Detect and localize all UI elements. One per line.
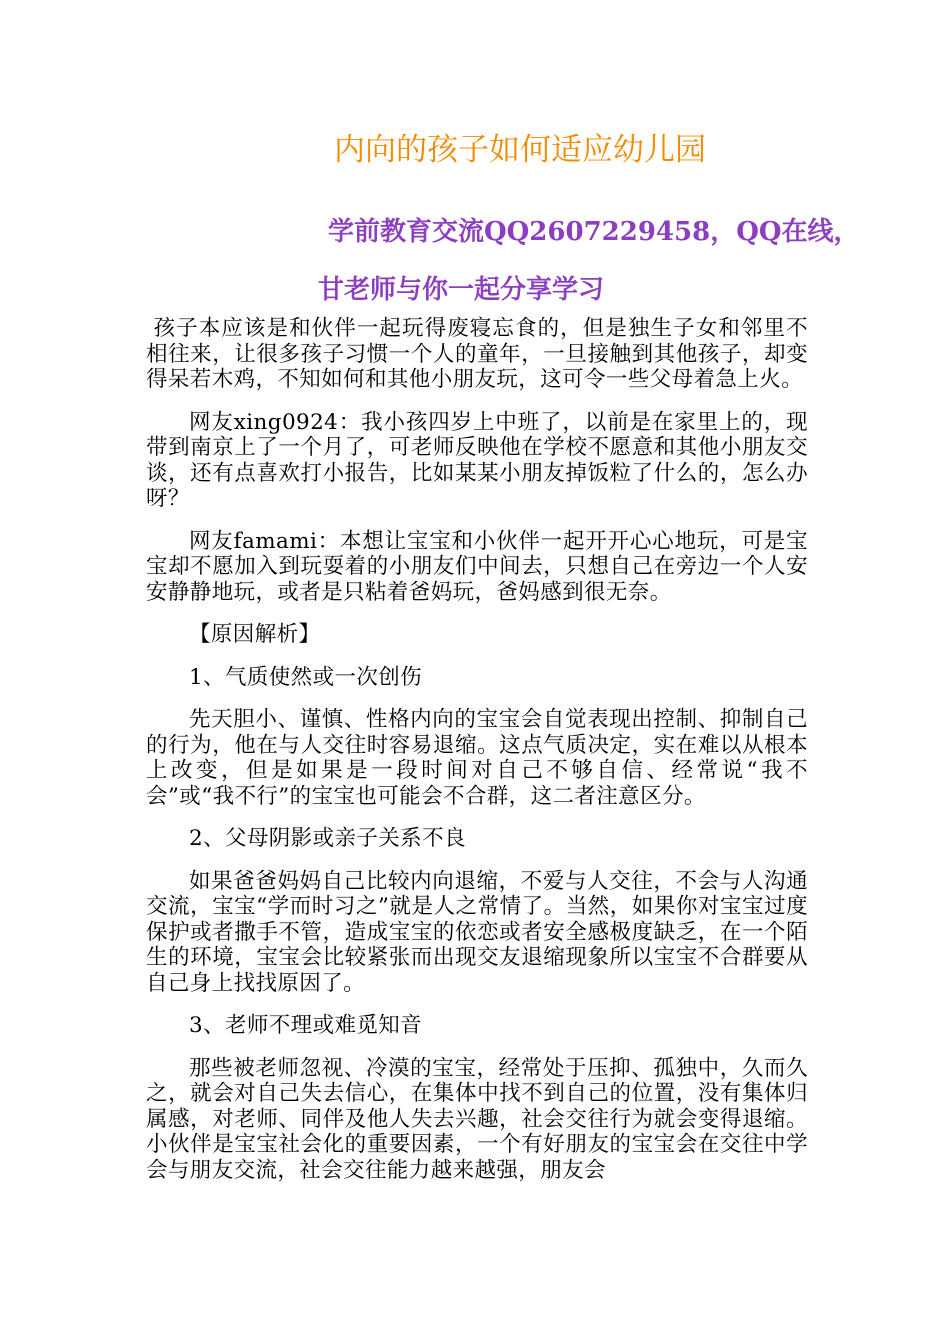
document-subtitle-line2: 甘老师与你一起分享学习 (318, 275, 605, 305)
subheading-cause-2: 2、父母阴影或亲子关系不良 (189, 826, 466, 851)
paragraph-cause-2: 如果爸爸妈妈自己比较内向退缩，不爱与人交往，不会与人沟通交流，宝宝“学而时习之”就是人之常情了。当然，如果你对宝宝过度保护或者撒手不管，造成宝宝的依恋或者安全感极度缺乏，在一个陌生的环境，宝宝会比较紧张而出现交友退缩现象所以宝宝不合群要从自己身上找找原因了。 (146, 868, 808, 996)
paragraph-user-xing0924: 网友xing0924：我小孩四岁上中班了，以前是在家里上的，现带到南京上了一个月了，可老师反映他在学校不愿意和其他小朋友交谈，还有点喜欢打小报告，比如某某小朋友掉饭粒了什么的，怎么办呀？ (146, 409, 808, 511)
paragraph-intro: 孩子本应该是和伙伴一起玩得废寝忘食的，但是独生子女和邻里不相往来，让很多孩子习惯一个人的童年，一旦接触到其他孩子，却变得呆若木鸡，不知如何和其他小朋友玩，这可令一些父母着急上火。 (146, 316, 808, 392)
subheading-cause-3: 3、老师不理或难觅知音 (189, 1013, 423, 1038)
subheading-cause-1: 1、气质使然或一次创伤 (189, 664, 423, 690)
paragraph-user-famami: 网友famami：本想让宝宝和小伙伴一起开开心心地玩，可是宝宝却不愿加入到玩耍着的小朋友们中间去，只想自己在旁边一个人安安静静地玩，或者是只粘着爸妈玩，爸妈感到很无奈。 (146, 528, 808, 605)
document-subtitle-line1: 学前教育交流QQ2607229458，QQ在线， (328, 217, 860, 247)
paragraph-cause-3: 那些被老师忽视、冷漠的宝宝，经常处于压抑、孤独中，久而久之，就会对自己失去信心，在集体中找不到自己的位置，没有集体归属感，对老师、同伴及他人失去兴趣，社会交往行为就会变得退缩。小伙伴是宝宝社会化的重要因素，一个有好朋友的宝宝会在交往中学会与朋友交流，社会交往能力越来越强，朋友会 (146, 1055, 808, 1183)
document-title: 内向的孩子如何适应幼儿园 (334, 132, 706, 168)
paragraph-cause-1: 先天胆小、谨慎、性格内向的宝宝会自觉表现出控制、抑制自己的行为，他在与人交往时容易退缩。这点气质决定，实在难以从根本上改变，但是如果是一段时间对自己不够自信、经常说“我不会”或“我不行”的宝宝也可能会不合群，这二者注意区分。 (146, 707, 808, 809)
document-body (146, 316, 808, 1200)
section-heading-cause-analysis: 【原因解析】 (189, 622, 321, 647)
